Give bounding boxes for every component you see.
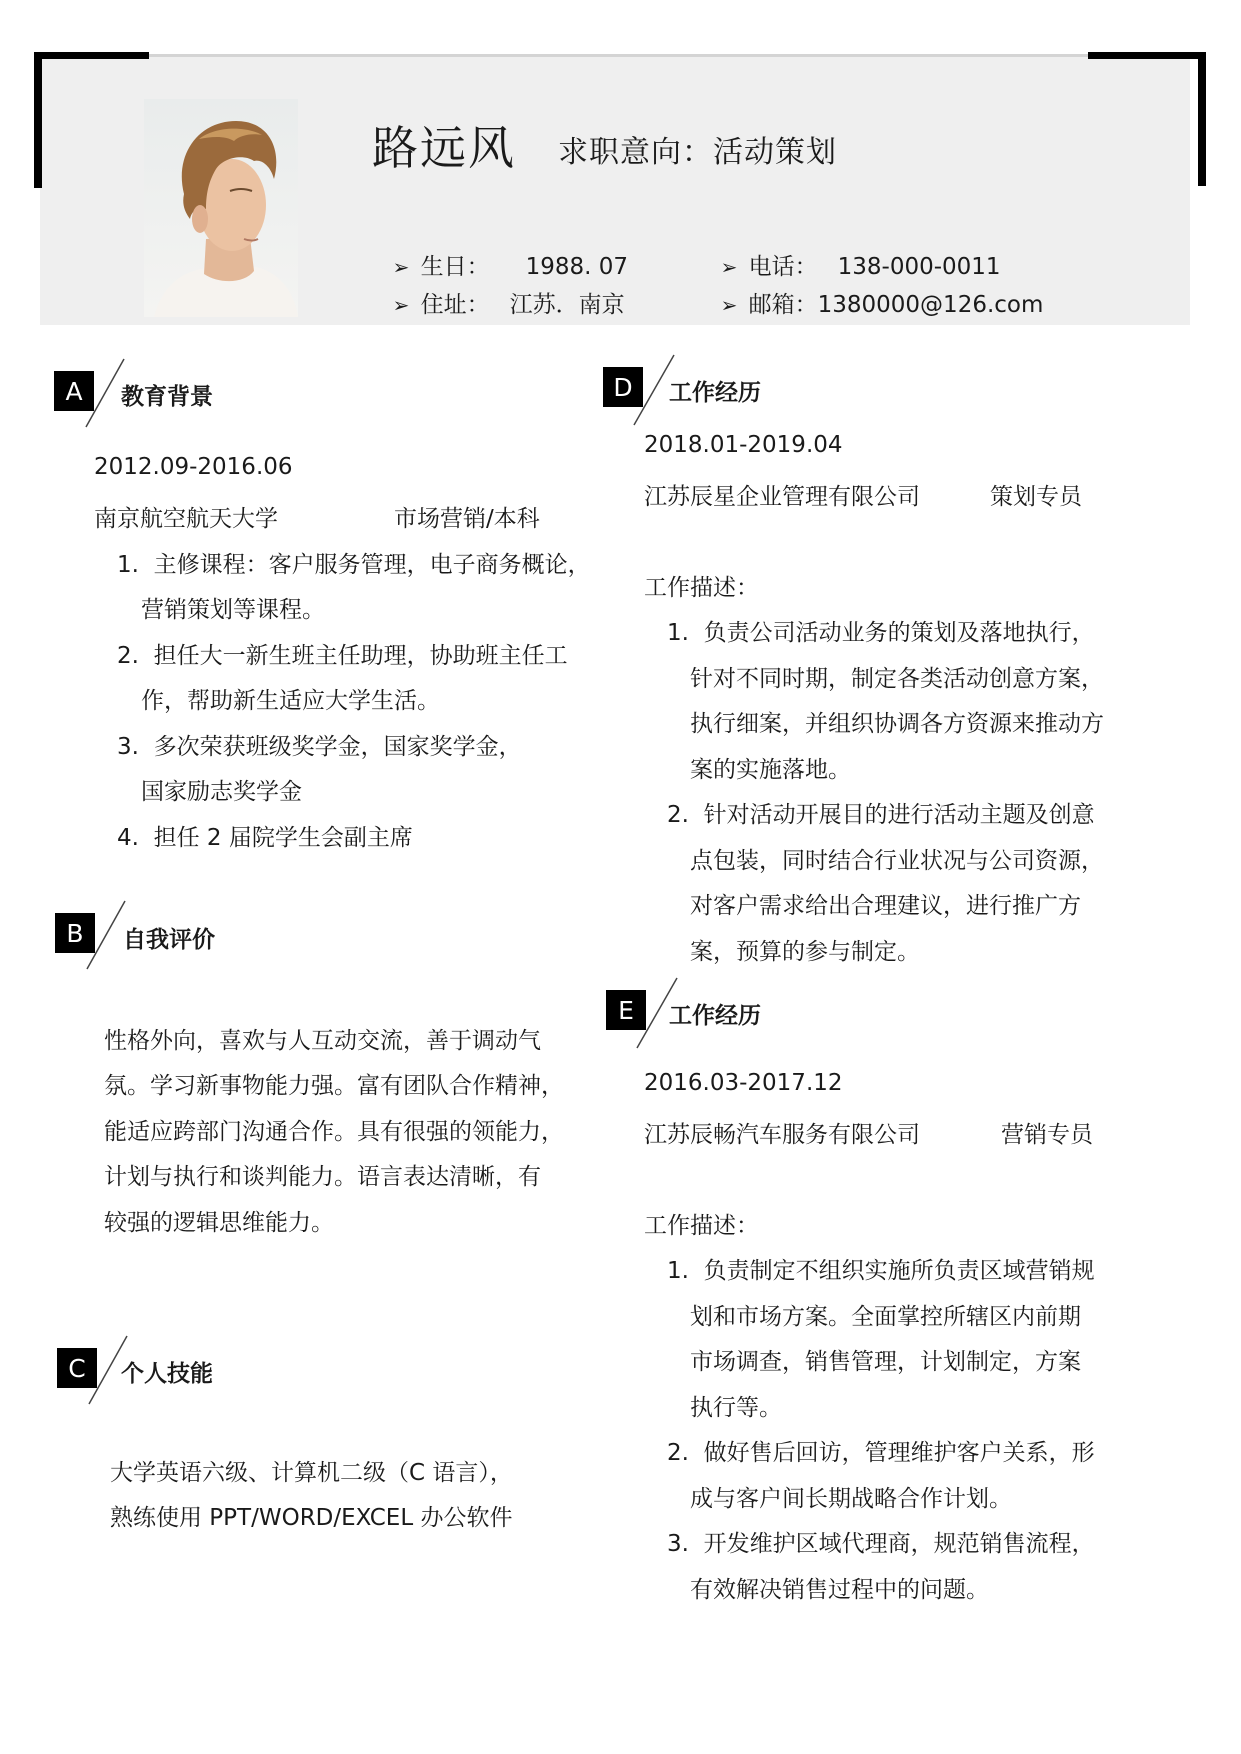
address-value: 江苏．南京 [509, 292, 625, 318]
profile-photo [144, 99, 298, 317]
education-item: 3. 多次荣获班级奖学金，国家奖学金， [117, 734, 522, 760]
work-desc-label: 工作描述： [644, 1213, 759, 1239]
work-company: 江苏辰星企业管理有限公司 [644, 484, 920, 510]
birthday-label: 生日： [420, 254, 490, 280]
work-desc-item: 1. 负责公司活动业务的策划及落地执行， [667, 620, 1095, 646]
email-row [706, 260, 1043, 319]
work-desc-item-cont: 执行等。 [690, 1395, 782, 1421]
education-item-cont: 营销策划等课程。 [141, 597, 325, 623]
self-eval-line: 性格外向，喜欢与人互动交流，善于调动气 [104, 1028, 541, 1054]
work-desc-item-cont: 对客户需求给出合理建议，进行推广方 [690, 893, 1081, 919]
work-desc-item-cont: 有效解决销售过程中的问题。 [690, 1577, 989, 1603]
self-eval-line: 计划与执行和谈判能力。语言表达清晰，有 [104, 1164, 541, 1190]
header-top-line [148, 54, 1090, 57]
arrow-right-icon: ➢ [392, 255, 410, 279]
self-eval-line: 氛。学习新事物能力强。富有团队合作精神， [104, 1073, 564, 1099]
work-desc-item-cont: 点包装，同时结合行业状况与公司资源， [690, 848, 1104, 874]
work-desc-item: 2. 针对活动开展目的进行活动主题及创意 [667, 802, 1095, 828]
arrow-right-icon: ➢ [720, 255, 738, 279]
birthday-value: 1988. 07 [525, 254, 629, 280]
education-major: 市场营销/本科 [394, 506, 540, 532]
corner-decoration-right-vertical [1198, 52, 1206, 186]
work-desc-label: 工作描述： [644, 575, 759, 601]
phone-value: 138-000-0011 [837, 254, 1001, 280]
section-a-slash [84, 357, 126, 429]
work-company: 江苏辰畅汽车服务有限公司 [644, 1122, 920, 1148]
work-desc-item-cont: 划和市场方案。全面掌控所辖区内前期 [690, 1304, 1081, 1330]
section-b-badge: B [55, 913, 95, 953]
education-item: 4. 担任 2 届院学生会副主席 [117, 825, 413, 851]
section-b-title: 自我评价 [123, 927, 215, 953]
section-c-badge: C [57, 1348, 97, 1388]
skills-line: 大学英语六级、计算机二级（C 语言）， [110, 1460, 513, 1486]
corner-decoration-left [34, 52, 149, 59]
work-desc-item-cont: 市场调查，销售管理，计划制定，方案 [690, 1349, 1081, 1375]
candidate-name: 路远风 [372, 121, 516, 175]
arrow-right-icon: ➢ [392, 293, 410, 317]
work-desc-item: 3. 开发维护区域代理商，规范销售流程， [667, 1531, 1095, 1557]
work-desc-item: 1. 负责制定不组织实施所负责区域营销规 [667, 1258, 1095, 1284]
work-date: 2016.03-2017.12 [644, 1070, 843, 1096]
address-label: 住址： [420, 292, 490, 318]
work-desc-item-cont: 执行细案，并组织协调各方资源来推动方 [690, 711, 1104, 737]
job-intent: 求职意向：活动策划 [558, 135, 837, 170]
self-eval-line: 较强的逻辑思维能力。 [104, 1210, 334, 1236]
section-b-slash [85, 899, 127, 971]
skills-line: 熟练使用 PPT/WORD/EXCEL 办公软件 [110, 1505, 513, 1531]
email-value: 1380000@126.com [817, 292, 1044, 318]
section-a-title: 教育背景 [121, 384, 213, 410]
work-desc-item-cont: 案，预算的参与制定。 [690, 939, 920, 965]
address-row [378, 260, 625, 319]
work-desc-item-cont: 成与客户间长期战略合作计划。 [690, 1486, 1012, 1512]
work-desc-item: 2. 做好售后回访，管理维护客户关系，形 [667, 1440, 1095, 1466]
section-d-badge: D [603, 367, 643, 407]
work-desc-item-cont: 案的实施落地。 [690, 757, 851, 783]
corner-decoration-right [1088, 52, 1206, 59]
education-school: 南京航空航天大学 [94, 506, 278, 532]
section-e-badge: E [606, 990, 646, 1030]
arrow-right-icon: ➢ [720, 293, 738, 317]
section-d-title: 工作经历 [669, 380, 761, 406]
education-item: 2. 担任大一新生班主任助理，协助班主任工 [117, 643, 568, 669]
email-label: 邮箱： [748, 292, 818, 318]
education-item-cont: 国家励志奖学金 [141, 779, 302, 805]
section-a-badge: A [54, 371, 94, 411]
education-item-cont: 作，帮助新生适应大学生活。 [141, 688, 440, 714]
corner-decoration-left-vertical [34, 52, 42, 188]
work-desc-item-cont: 针对不同时期，制定各类活动创意方案， [690, 666, 1104, 692]
section-c-title: 个人技能 [121, 1361, 213, 1387]
self-eval-line: 能适应跨部门沟通合作。具有很强的领能力， [104, 1119, 564, 1145]
work-position: 营销专员 [1001, 1122, 1093, 1148]
education-date: 2012.09-2016.06 [94, 454, 293, 480]
education-item: 1. 主修课程：客户服务管理，电子商务概论， [117, 552, 591, 578]
section-e-title: 工作经历 [669, 1003, 761, 1029]
work-date: 2018.01-2019.04 [644, 432, 843, 458]
phone-label: 电话： [748, 254, 818, 280]
work-position: 策划专员 [990, 484, 1082, 510]
